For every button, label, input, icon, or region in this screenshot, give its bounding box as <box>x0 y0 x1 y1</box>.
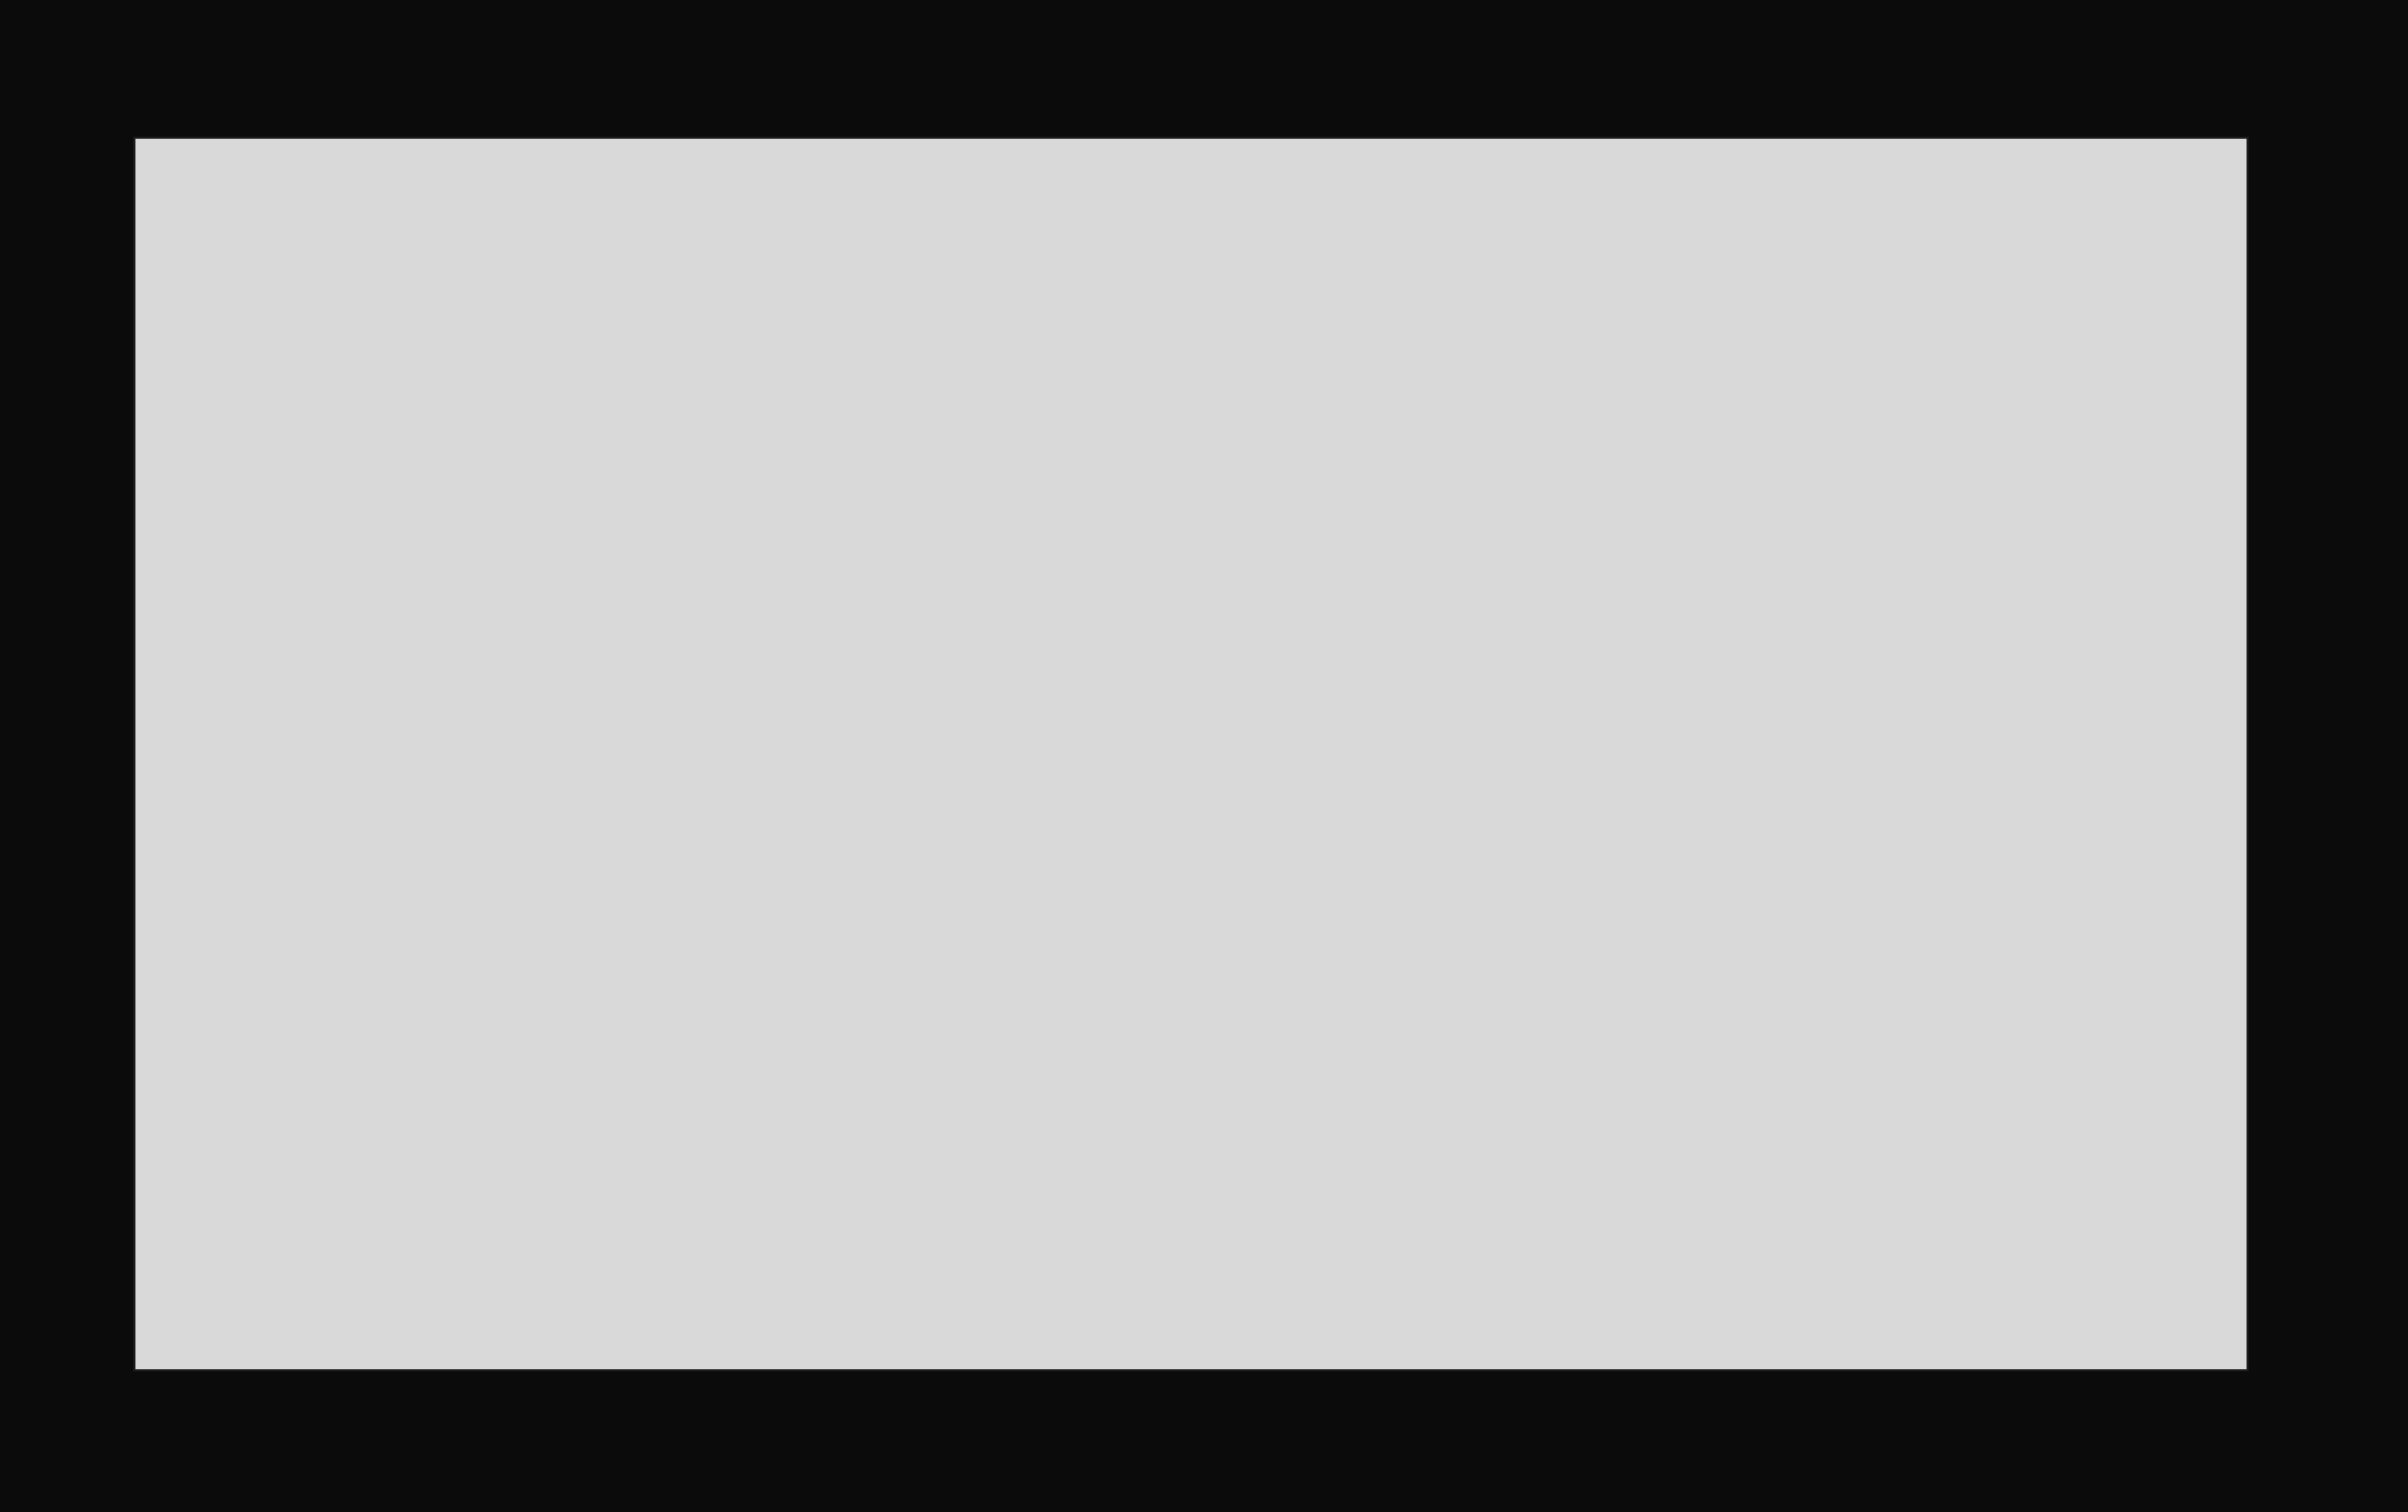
bottom-section <box>135 913 2249 1371</box>
census-card <box>133 137 2249 1371</box>
top-section <box>135 139 2249 459</box>
middle-section <box>135 459 2249 913</box>
